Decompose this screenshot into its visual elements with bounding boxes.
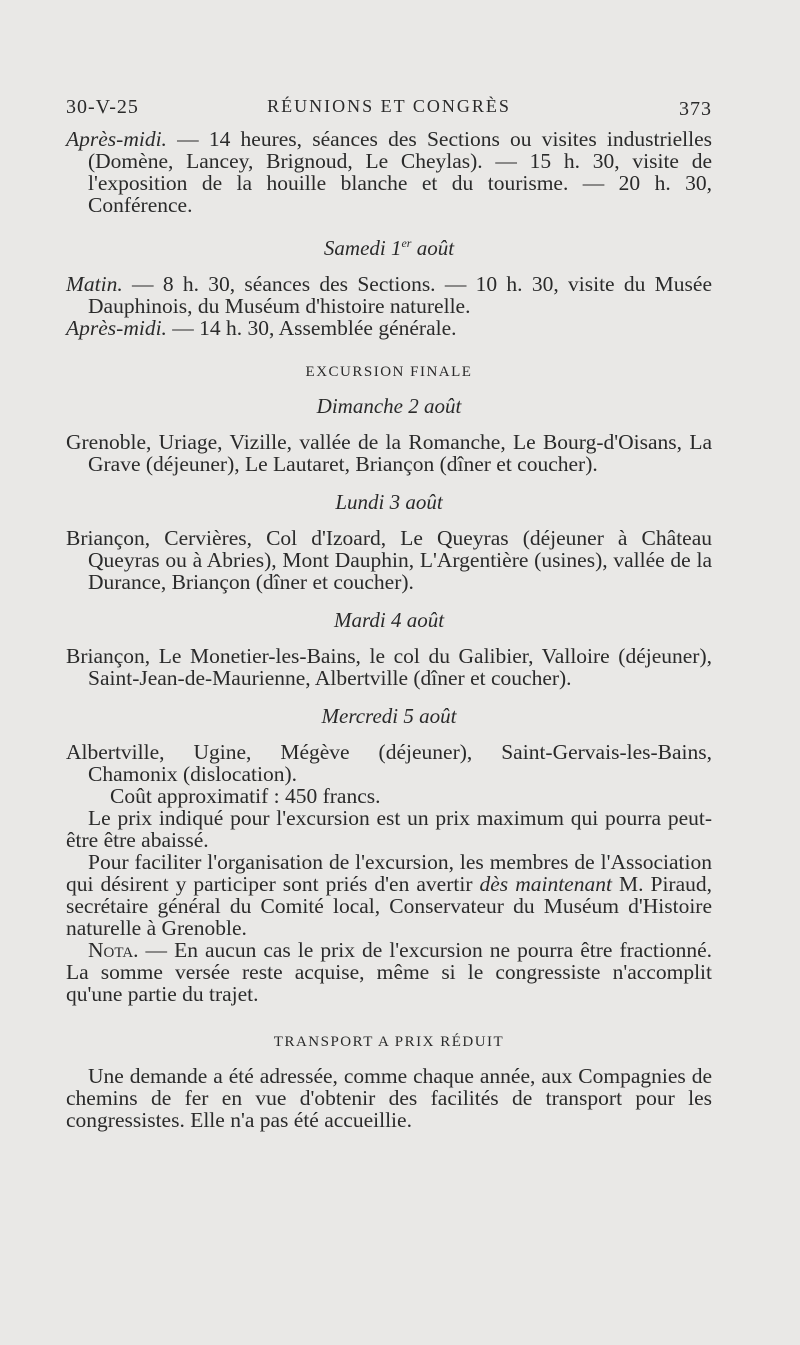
day-itinerary: Briançon, Cervières, Col d'Izoard, Le Queyras (déjeuner à Château Queyras ou à Abries), Mont Dauphin, L'Argentière (usines), vallée de la Durance, Briançon (dîner et coucher).: [66, 526, 712, 594]
excursion-heading: EXCURSION FINALE: [305, 364, 473, 380]
page-body: [66, 128, 712, 1131]
day-itinerary: Albertville, Ugine, Mégève (déjeuner), Saint-Gervais-les-Bains, Chamonix (dislocation).: [66, 740, 712, 786]
header-title: RÉUNIONS ET CONGRÈS: [267, 96, 511, 116]
registration-note: Pour faciliter l'organisation de l'excursion, les membres de l'Association qui désirent y participer sont priés d'en avertir dès maintenant M. Piraud, secrétaire général du Comité local, Conservateur du Muséum d'Histoire naturelle à Grenoble.: [66, 850, 713, 940]
running-header: [66, 96, 712, 124]
afternoon-text: — 14 heures, séances des Sections ou visites industrielles (Domène, Lancey, Brignoud, Le Cheylas). — 15 h. 30, visite de l'exposition de la houille blanche et du tourisme. — 20 h. 30, Conférence.: [88, 127, 712, 217]
day-heading: Mercredi 5 août: [321, 704, 457, 728]
day-heading: Mardi 4 août: [333, 608, 445, 632]
day-heading: Dimanche 2 août: [316, 394, 462, 418]
day-itinerary: Briançon, Le Monetier-les-Bains, le col du Galibier, Valloire (déjeuner), Saint-Jean-de-Maurienne, Albertville (dîner et coucher).: [66, 644, 712, 690]
day-heading: Lundi 3 août: [335, 490, 443, 514]
header-date: 30-V-25: [66, 96, 139, 118]
price-note: Le prix indiqué pour l'excursion est un prix maximum qui pourra peut-être être abaissé.: [66, 806, 712, 852]
afternoon-label: Après-midi.: [66, 127, 167, 151]
page-number: 373: [679, 98, 712, 120]
nota-note: Nota. — En aucun cas le prix de l'excursion ne pourra être fractionné. La somme versée reste acquise, même si le congressiste n'accomplit qu'une partie du trajet.: [66, 938, 712, 1006]
cost-line: Coût approximatif : 450 francs.: [110, 784, 381, 808]
saturday-afternoon: Après-midi. — 14 h. 30, Assemblée générale.: [66, 316, 457, 340]
saturday-heading: Samedi 1er août: [323, 236, 455, 260]
day-itinerary: Grenoble, Uriage, Vizille, vallée de la Romanche, Le Bourg-d'Oisans, La Grave (déjeuner), Le Lautaret, Briançon (dîner et coucher).: [66, 430, 712, 476]
transport-heading: TRANSPORT A PRIX RÉDUIT: [273, 1034, 505, 1050]
saturday-morning: Matin. — 8 h. 30, séances des Sections. — 10 h. 30, visite du Musée Dauphinois, du Muséum d'histoire naturelle.: [66, 272, 712, 318]
afternoon-schedule: [66, 128, 712, 216]
transport-text: Une demande a été adressée, comme chaque année, aux Compagnies de chemins de fer en vue d'obtenir des facilités de transport pour les congressistes. Elle n'a pas été accueillie.: [66, 1064, 712, 1132]
